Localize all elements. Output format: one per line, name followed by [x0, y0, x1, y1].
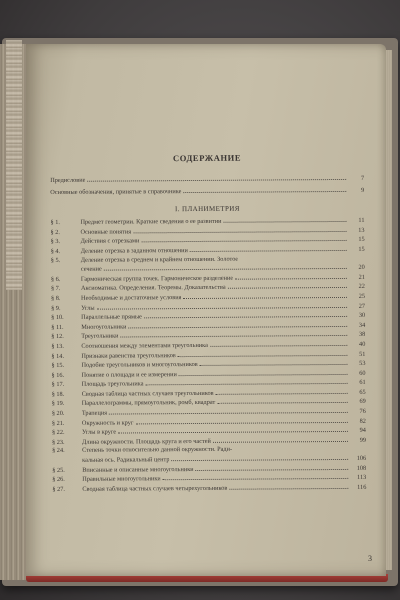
notation-page: 9: [361, 186, 365, 194]
toc-entry-number: § 23.: [51, 438, 65, 446]
toc-entry-page: 116: [357, 483, 367, 491]
dot-leader: [178, 349, 348, 356]
toc-entry-number: § 5.: [50, 256, 61, 264]
toc-entry-title: сечение: [80, 265, 102, 273]
toc-entry-page: 22: [358, 283, 365, 291]
toc-entry-title: Степень точки относительно данной окружности. Ради-: [82, 446, 233, 455]
toc-entry-title: Сводная таблица частных случаев треугольников: [81, 389, 214, 398]
toc-entry-page: 65: [359, 388, 366, 396]
toc-entry-page: 20: [358, 263, 365, 272]
toc-entry-title: Треугольники: [81, 332, 119, 341]
toc-entry-page: 76: [359, 407, 366, 415]
toc-entry-page: 106: [356, 454, 367, 462]
toc-entry-number: § 18.: [51, 390, 65, 398]
toc-entry-page: 82: [359, 417, 366, 425]
dot-leader: [229, 483, 348, 490]
toc-entry-page: 15: [358, 245, 365, 253]
torn-binding: [6, 40, 22, 290]
notation-title: Основные обозначения, принятые в справочнике: [50, 187, 182, 196]
dot-leader: [190, 245, 347, 252]
dot-leader: [171, 454, 348, 461]
dot-leader: [179, 369, 348, 376]
toc-entry-title: Необходимые и достаточные условия: [80, 294, 182, 302]
toc-entry-title: кальная ось. Радикальный центр: [82, 456, 170, 464]
toc-entry-page: 61: [359, 379, 366, 387]
dot-leader: [144, 311, 347, 318]
toc-entry-number: § 16.: [51, 371, 65, 379]
dot-leader: [223, 216, 346, 223]
toc-entry-number: § 15.: [51, 362, 65, 370]
dot-leader: [120, 330, 347, 338]
toc-entry-page: 38: [358, 331, 366, 339]
dot-leader: [135, 417, 347, 424]
toc-entry-number: § 11.: [51, 323, 64, 331]
toc-entry-number: § 1.: [50, 219, 60, 227]
toc-entry-number: § 25.: [52, 466, 65, 474]
toc-entry-title: Длина окружности. Площадь круга и его частей: [81, 437, 211, 446]
toc-entry-page: 15: [358, 236, 365, 244]
toc-entry-number: § 10.: [51, 314, 64, 322]
toc-entry-number: § 6.: [50, 275, 61, 283]
dot-leader: [141, 235, 346, 242]
toc-entry-page: 27: [358, 302, 366, 310]
preface-title: Предисловие: [50, 176, 86, 184]
toc-entry-page: 21: [358, 273, 365, 281]
toc-entry-page: 51: [359, 350, 366, 358]
toc-entry-page: 34: [358, 321, 366, 329]
dot-leader: [217, 397, 348, 404]
toc-entry-page: 13: [358, 226, 365, 234]
preface-page: 7: [360, 174, 365, 182]
notation-row: [50, 185, 364, 197]
toc-entry-title: Параллельные прямые: [81, 313, 143, 321]
toc-entry-title: Аксиоматика. Определения. Теоремы. Доказательства: [80, 284, 226, 293]
toc-entry-page: 94: [359, 427, 366, 435]
toc-entry-number: § 26.: [52, 476, 65, 484]
toc-entry-number: § 21.: [51, 419, 65, 427]
toc-entry-number: § 2.: [50, 228, 61, 236]
toc-entry-title: Понятие о площади и ее измерении: [81, 370, 177, 379]
toc-entry-page: 25: [358, 292, 366, 300]
toc-entry-number: § 3.: [50, 238, 61, 246]
dot-leader: [200, 359, 348, 366]
dot-leader: [213, 436, 348, 443]
toc-entry-page: 108: [356, 464, 367, 472]
dot-leader: [145, 378, 347, 385]
toc-entry-title: Углы: [81, 304, 95, 312]
book-page: [26, 44, 386, 576]
dot-leader: [133, 226, 346, 233]
toc-entry-title: Площадь треугольника: [81, 380, 144, 389]
dot-leader: [196, 464, 349, 471]
toc-entry-title: Предмет геометрии. Краткие сведения о ее развитии: [80, 217, 222, 226]
toc-entry-page: 30: [358, 311, 366, 319]
toc-entry-number: § 24.: [52, 447, 65, 455]
toc-entry-title: Основные понятия: [80, 228, 132, 236]
toc-entry-title: Сводная таблица частных случаев четырехугольников: [82, 484, 228, 493]
toc-entry-title: Окружность и круг: [81, 419, 134, 427]
toc-entry-title: Действия с отрезками: [80, 237, 140, 246]
dot-leader: [104, 263, 347, 271]
toc-entry-number: § 20.: [51, 409, 65, 418]
toc-entry-title: Параллелограммы, прямоугольник, ромб, квадрат: [81, 399, 216, 408]
toc-entry-title: Трапеция: [81, 409, 108, 417]
toc-entry-page: 60: [359, 369, 366, 377]
toc-entry-title: Признаки равенства треугольников: [81, 351, 176, 360]
section-title: I. ПЛАНИМЕТРИЯ: [174, 204, 240, 214]
toc-entry-title: Вписанные и описанные многоугольники: [82, 465, 194, 474]
toc-entry-number: § 14.: [51, 352, 65, 360]
toc-list: [50, 216, 366, 494]
preface-row: [50, 174, 364, 186]
toc-entry-number: § 4.: [50, 247, 61, 255]
toc-entry-page: 40: [359, 340, 366, 348]
table-of-contents: [50, 152, 366, 495]
dot-leader: [163, 473, 349, 480]
toc-entry-number: § 19.: [51, 400, 65, 408]
dot-leader: [216, 388, 348, 395]
toc-entry-number: § 9.: [51, 304, 61, 312]
toc-entry-page: 69: [359, 398, 366, 406]
toc-entry-number: § 13.: [51, 342, 64, 350]
dot-leader: [109, 407, 348, 415]
dot-leader: [87, 174, 346, 182]
dot-leader: [183, 292, 347, 299]
toc-entry-title: Деление отрезка в заданном отношении: [80, 247, 188, 255]
toc-entry-title: Многоугольники: [81, 323, 127, 331]
toc-entry-number: § 7.: [50, 285, 61, 293]
toc-entry-number: § 8.: [50, 294, 61, 302]
toc-entry-title: Подобие треугольников и многоугольников: [81, 361, 198, 369]
dot-leader: [235, 273, 347, 280]
toc-entry-number: § 17.: [51, 381, 65, 389]
dot-leader: [97, 301, 347, 309]
dot-leader: [183, 186, 346, 193]
toc-entry-page: 53: [359, 359, 366, 367]
toc-entry-title: Деление отрезка в среднем и крайнем отношении. Золотое: [80, 255, 239, 264]
dot-leader: [128, 321, 347, 329]
page-number: 3: [368, 554, 372, 563]
toc-entry-page: 99: [359, 436, 367, 444]
dot-leader: [228, 282, 347, 289]
toc-entry-number: § 27.: [52, 485, 65, 493]
toc-heading: СОДЕРЖАНИЕ: [172, 152, 242, 164]
toc-entry-page: 11: [358, 216, 365, 225]
toc-entry-title: Соотношения между элементами треугольника: [81, 341, 208, 350]
toc-entry-page: 113: [357, 474, 367, 482]
toc-entry-title: Гармоническая группа точек. Гармоническое разделение: [80, 274, 234, 283]
toc-entry-number: § 22.: [51, 429, 65, 437]
dot-leader: [118, 426, 348, 434]
dot-leader: [210, 340, 347, 347]
toc-entry-title: Правильные многоугольники: [82, 475, 161, 484]
toc-entry-title: Углы в круге: [81, 428, 117, 437]
toc-entry-number: § 12.: [51, 333, 64, 341]
